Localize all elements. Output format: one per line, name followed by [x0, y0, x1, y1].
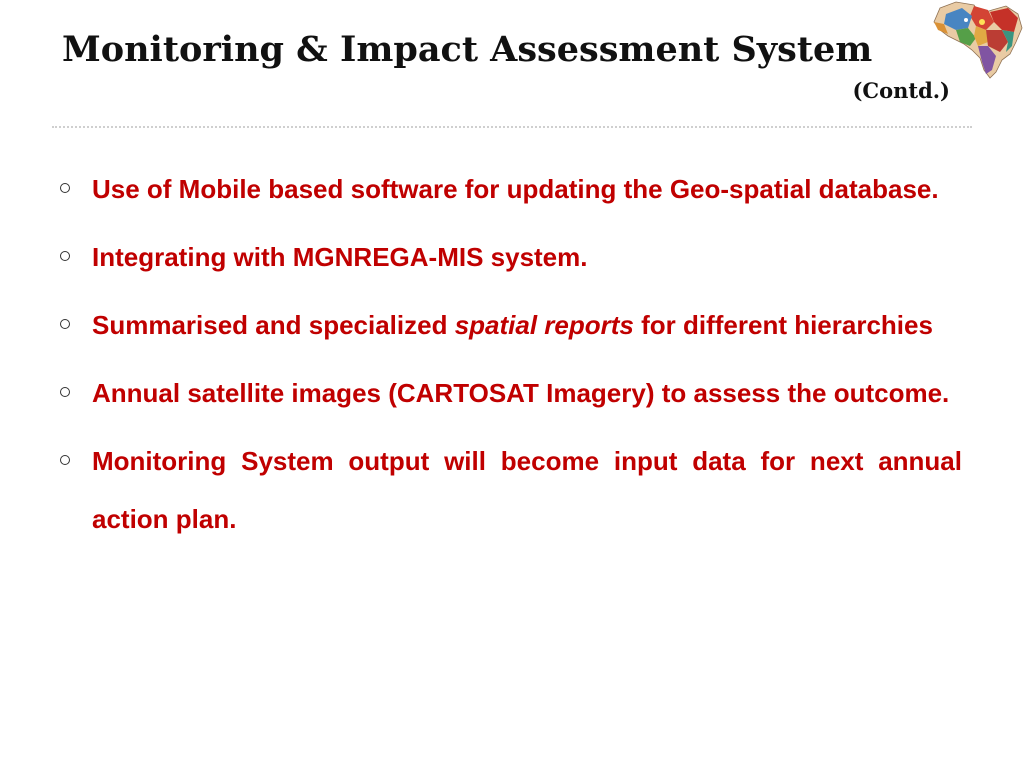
bullet-text: Annual satellite images (CARTOSAT Imagery) to assess the outcome.: [92, 378, 950, 408]
bullet-emphasis: spatial reports: [454, 310, 634, 340]
bullet-list: [60, 160, 962, 558]
bullet-text-after: for different hierarchies: [633, 310, 933, 340]
bullet-text-before: Summarised and specialized: [92, 310, 455, 340]
bullet-item: [60, 228, 962, 286]
circle-bullet-icon: [60, 183, 70, 193]
bullet-item: [60, 432, 962, 548]
circle-bullet-icon: [60, 319, 70, 329]
bullet-text: Use of Mobile based software for updating the Geo-spatial database.: [92, 174, 939, 204]
slide-title: Monitoring & Impact Assessment System: [62, 29, 873, 70]
bullet-text: Integrating with MGNREGA-MIS system.: [92, 242, 588, 272]
bullet-item: [60, 364, 962, 422]
india-map-icon: [922, 0, 1024, 80]
bullet-item: [60, 160, 962, 218]
slide-subtitle: (Contd.): [852, 78, 950, 103]
circle-bullet-icon: [60, 251, 70, 261]
title-divider: [52, 126, 972, 128]
bullet-item: [60, 296, 962, 354]
circle-bullet-icon: [60, 455, 70, 465]
bullet-text: Monitoring System output will become input data for next annual action plan.: [92, 446, 962, 534]
circle-bullet-icon: [60, 387, 70, 397]
